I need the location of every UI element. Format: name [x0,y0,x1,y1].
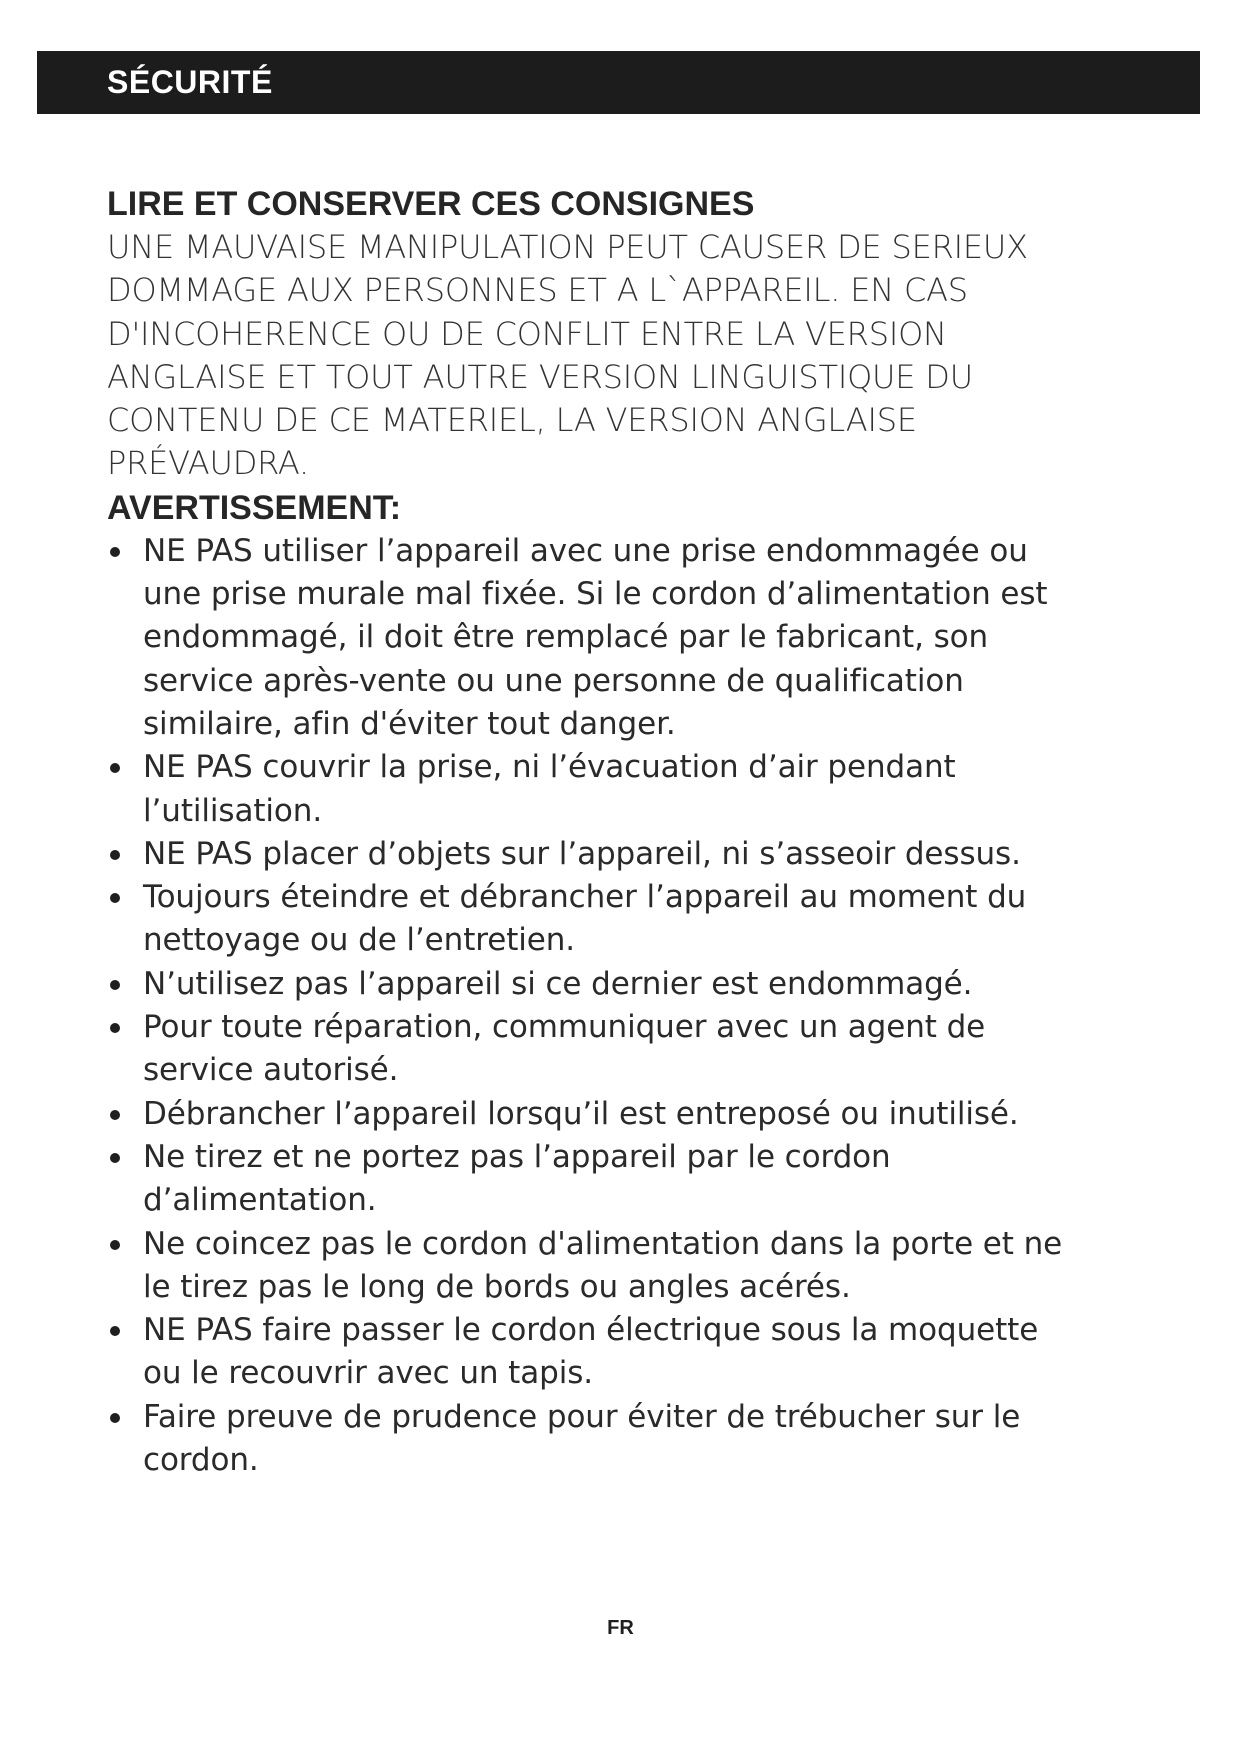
warning-line: le tirez pas le long de bords ou angles acérés. [143,1268,851,1305]
language-code: FR [607,1617,634,1639]
warning-line: Faire preuve de prudence pour éviter de trébucher sur le [143,1398,1021,1435]
warning-line: NE PAS utiliser l’appareil avec une prise endommagée ou [143,532,1028,569]
bullet-icon [110,893,120,903]
warning-line: NE PAS faire passer le cordon électrique sous la moquette [143,1312,1039,1349]
intro-paragraph [107,226,1147,486]
intro-line: CONTENU DE CE MATERIEL, LA VERSION ANGLAISE [107,401,917,440]
warning-heading: AVERTISSEMENT: [107,488,402,527]
warning-line: ou le recouvrir avec un tapis. [143,1355,594,1392]
warning-line: l’utilisation. [143,792,323,829]
bullet-icon [110,1110,120,1120]
warning-list-item [107,963,1147,1006]
warning-list-item [107,746,1147,833]
warning-list-item [107,1136,1147,1223]
warning-list-item [107,1093,1147,1136]
warning-list-item [107,1006,1147,1093]
bullet-icon [110,980,120,990]
warning-list-item [107,833,1147,876]
intro-line: PRÉVAUDRA. [107,444,309,483]
intro-line: UNE MAUVAISE MANIPULATION PEUT CAUSER DE SERIEUX [107,228,1028,266]
bullet-icon [110,850,120,860]
warning-line: NE PAS placer d’objets sur l’appareil, ni s’asseoir dessus. [143,835,1021,872]
instructions-heading: LIRE ET CONSERVER CES CONSIGNES [107,185,755,223]
intro-line: ANGLAISE ET TOUT AUTRE VERSION LINGUISTIQUE DU [107,357,973,396]
bullet-icon [110,763,120,773]
warning-line: d’alimentation. [143,1182,377,1219]
document-body [107,182,1147,1482]
section-header-bar [37,51,1200,114]
warning-line: Ne tirez et ne portez pas l’appareil par le cordon [143,1138,891,1175]
warning-list-item [107,1309,1147,1396]
bullet-icon [110,1326,120,1336]
warning-list-item [107,530,1147,746]
warning-list-item [107,1223,1147,1310]
warning-line: Débrancher l’appareil lorsqu’il est entreposé ou inutilisé. [143,1095,1019,1132]
warning-line: similaire, afin d'éviter tout danger. [143,705,676,742]
bullet-icon [110,1240,120,1250]
warning-line: service autorisé. [143,1052,399,1089]
warning-list-item [107,876,1147,963]
warning-line: une prise murale mal fixée. Si le cordon d’alimentation est [143,576,1048,613]
warning-line: N’utilisez pas l’appareil si ce dernier est endommagé. [143,965,973,1002]
warning-line: nettoyage ou de l’entretien. [143,922,576,959]
warning-line: service après-vente ou une personne de qualification [143,662,964,699]
warning-list-item [107,1396,1147,1483]
warning-line: Ne coincez pas le cordon d'alimentation dans la porte et ne [143,1225,1063,1262]
warning-line: Pour toute réparation, communiquer avec un agent de [143,1009,986,1046]
bullet-icon [110,547,120,557]
bullet-icon [110,1023,120,1033]
intro-line: DOMMAGE AUX PERSONNES ET A L`APPAREIL. EN CAS [107,271,968,310]
warning-line: NE PAS couvrir la prise, ni l’évacuation d’air pendant [143,749,956,786]
warning-line: cordon. [143,1442,259,1479]
warning-line: endommagé, il doit être remplacé par le fabricant, son [143,619,989,656]
warning-line: Toujours éteindre et débrancher l’appareil au moment du [143,879,1027,916]
bullet-icon [110,1413,120,1423]
intro-line: D'INCOHERENCE OU DE CONFLIT ENTRE LA VERSION [107,314,947,353]
warning-list [107,530,1147,1483]
section-title: SÉCURITÉ [107,64,273,100]
bullet-icon [110,1153,120,1163]
